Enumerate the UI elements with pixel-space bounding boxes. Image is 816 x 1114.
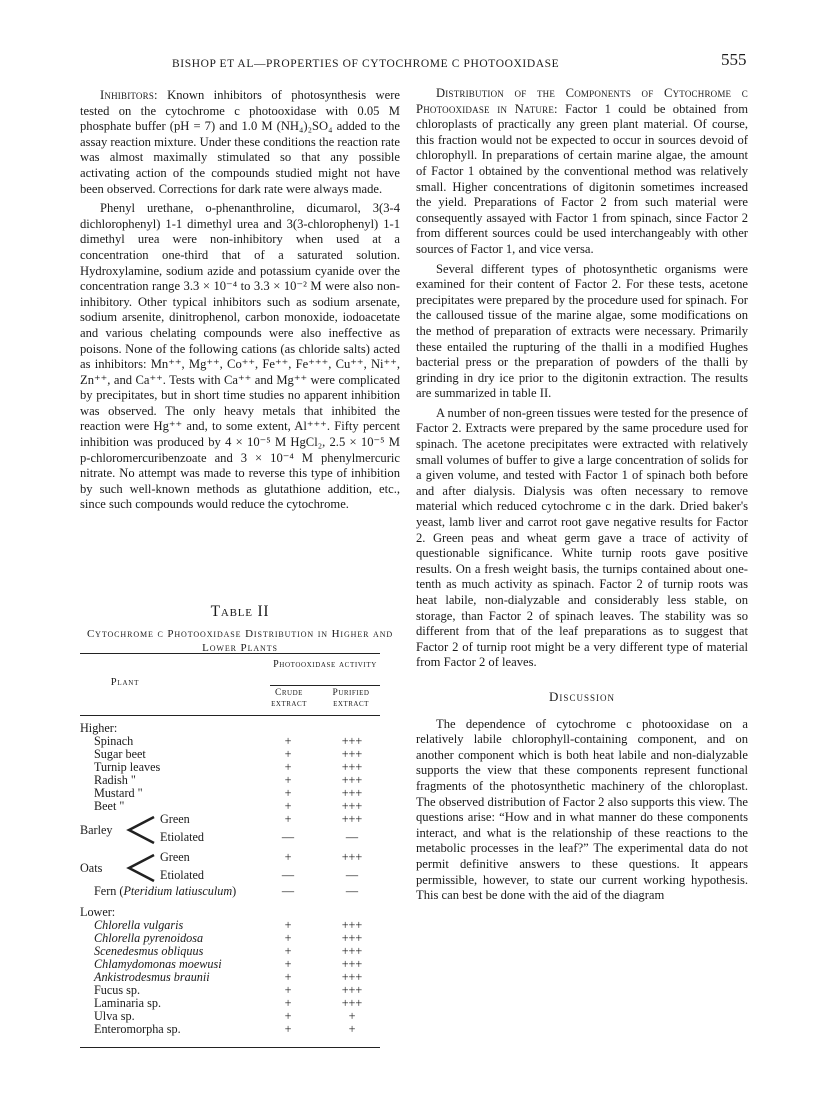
crude-extract-value: +	[284, 734, 292, 748]
left-column	[80, 88, 400, 513]
crude-extract-value: +	[284, 786, 292, 800]
purified-extract-value: +++	[341, 760, 363, 774]
plant-name: Green	[160, 850, 190, 864]
paragraph: A number of non-green tissues were tested for the presence of Factor 2. Extracts were prepared by the same procedure used for spinach. The acetone precipitates were extracted with relatively small volumes of buffer to give a large concentration of solids for a given volume, and tested with Factor 1 of spinach both before and after dialysis. Dialysis was often necessary to remove material which reduced cytochrome c in the dark. Dried baker's yeast, lamb liver and carrot root gave negative results for Factor 2. Green peas and wheat germ gave a trace of activity of questionable significance. White turnip roots gave positive results. On a fresh weight basis, the turnips contained about one-tenth as much activity as spinach. Factor 2 of turnip roots was heat labile, non-dialyzable and considerably less stable, on storage, than Factor 2 of spinach leaves. The stability was so different from that of the leaf preparations as to suggest that Factor 2 of turnip root might be a very different type of material from Factor 2 of leaves.	[416, 405, 748, 670]
table-row	[80, 773, 380, 787]
table-row	[80, 1022, 380, 1036]
purified-extract-value: +++	[341, 918, 363, 932]
plant-name: Radish "	[94, 773, 136, 787]
plant-name: Oats	[80, 861, 103, 875]
table-row	[80, 983, 380, 997]
crude-extract-value: —	[281, 868, 295, 882]
table-ii	[80, 601, 400, 1036]
table-rule	[80, 715, 380, 716]
purified-extract-value: +++	[341, 734, 363, 748]
right-column	[416, 86, 748, 904]
column-header-crude: Crude extract	[271, 688, 307, 709]
table-row	[80, 944, 380, 958]
page-header	[0, 50, 816, 70]
table-title: Table II	[210, 603, 270, 620]
group-label: Lower:	[80, 905, 116, 919]
higher-plants-label	[80, 721, 380, 735]
distribution-paragraph	[416, 86, 748, 258]
table-rule	[80, 653, 380, 654]
group-label: Higher:	[80, 721, 118, 735]
plant-name: Green	[160, 812, 190, 826]
crude-extract-value: +	[284, 944, 292, 958]
crude-extract-value: +	[284, 931, 292, 945]
purified-extract-value: +++	[341, 983, 363, 997]
crude-extract-value: +	[284, 760, 292, 774]
plant-name: Sugar beet	[94, 747, 146, 761]
table-row	[80, 799, 380, 813]
plant-name: Ulva sp.	[94, 1009, 135, 1023]
crude-extract-value: +	[284, 850, 292, 864]
purified-extract-value: +++	[341, 812, 363, 826]
crude-extract-value: +	[284, 773, 292, 787]
plant-name: Ankistrodesmus braunii	[94, 970, 210, 984]
purified-extract-value: +++	[341, 799, 363, 813]
plant-name: Chlamydomonas moewusi	[94, 957, 222, 971]
plant-name: Laminaria sp.	[94, 996, 162, 1010]
paragraph: The dependence of cytochrome c photooxidase on a relatively labile chlorophyll-containing component, and on another component which is both heat labile and non-dialyzable supports the view that these components represent functional fragments of the photosynthetic machinery of the chloroplast. The observed distribution of Factor 2 also supports this view. The questions arise: “How and in what manner do these components interact, and what is the relationship of these reactions to the metabolic processes in the leaf?” The experimental data do not permit definitive answers to these questions. It appears permissible, however, to state our current working hypothesis. This can best be done with the aid of the diagram	[416, 716, 748, 903]
purified-extract-value: —	[345, 830, 359, 844]
crude-extract-value: +	[284, 799, 292, 813]
table-row	[80, 970, 380, 984]
plant-name: Barley	[80, 823, 113, 837]
table-row	[80, 996, 380, 1010]
plant-name: Fern (Pteridium latiusculum)	[94, 884, 237, 898]
crude-extract-value: +	[284, 983, 292, 997]
purified-extract-value: +++	[341, 786, 363, 800]
purified-extract-value: +++	[341, 944, 363, 958]
discussion-heading: Discussion	[549, 688, 615, 704]
crude-extract-value: +	[284, 970, 292, 984]
purified-extract-value: —	[345, 868, 359, 882]
column-header-purified: Purified extract	[332, 688, 370, 709]
plant-name: Mustard "	[94, 786, 143, 800]
column-header-plant: Plant	[110, 677, 140, 688]
inhibitors-lead: Inhibitors:	[100, 88, 158, 102]
plant-name: Turnip leaves	[94, 760, 161, 774]
crude-extract-value: +	[284, 996, 292, 1010]
purified-extract-value: +	[348, 1022, 356, 1036]
plant-name: Chlorella pyrenoidosa	[94, 931, 204, 945]
plant-name: Beet "	[94, 799, 125, 813]
purified-extract-value: +++	[341, 957, 363, 971]
paragraph: Several different types of photosynthetic organisms were examined for their content of Factor 2. For these tests, acetone precipitates were prepared by the procedure used for spinach. For the calloused tissue of the marine algae, some modifications on the method of preparation of extracts were necessary. Primarily these entailed the rupturing of the thalli in a modified Hughes bacterial press or the preparation of powders of the thalli by grinding in dry ice prior to the digitonin extraction. The results are summarized in table II.	[416, 261, 748, 401]
crude-extract-value: +	[284, 1022, 292, 1036]
crude-extract-value: +	[284, 957, 292, 971]
bracket-icon	[126, 813, 156, 847]
oats-row-label	[80, 861, 380, 875]
table-row	[80, 918, 380, 932]
plant-name: Spinach	[94, 734, 134, 748]
barley-row-label	[80, 823, 380, 837]
plant-name: Scenedesmus obliquus	[94, 944, 204, 958]
distribution-lead: Distribution of the Components of Cytochrome c Photooxidase in Nature:	[416, 86, 748, 116]
paragraph: Phenyl urethane, o-phenanthroline, dicumarol, 3(3-4 dichlorophenyl) 1-1 dimethyl urea and 3(3-chlorophenyl) 1-1 dimethyl urea were non-inhibitory when used at a concentration one-third that of a saturated solution. Hydroxylamine, sodium azide and potassium cyanide over the concentration range 3.3 × 10⁻⁴ to 3.3 × 10⁻² M were also non-inhibitory. Other typical inhibitors such as sodium arsenate, sodium arsenite, dinitrophenol, carbon monoxide, iodoacetate and various chelating compounds were also ineffective as poisons. None of the following cations (as chloride salts) acted as inhibitors: Mn⁺⁺, Mg⁺⁺, Co⁺⁺, Fe⁺⁺, Fe⁺⁺⁺, Cu⁺⁺, Ni⁺⁺, Zn⁺⁺, and Ca⁺⁺. Tests with Ca⁺⁺ and Mg⁺⁺ were complicated by precipitates, but in short time studies no apparent inhibition was observed. The only heavy metals that inhibited the reaction were Hg⁺⁺ and, to some extent, Al⁺⁺⁺. Fifty percent inhibition was produced by 4 × 10⁻⁵ M HgCl₂, 2.5 × 10⁻⁵ M p-chloromercuribenzoate and 3 × 10⁻⁴ M phenylmercuric nitrate. No attempt was made to reverse this type of inhibition by such well-known methods as glutathione addition, etc., since such compounds would reduce the cytochrome.	[80, 201, 400, 512]
bracket-icon	[126, 851, 156, 885]
inhibitors-paragraph	[80, 88, 400, 197]
table-row	[80, 747, 380, 761]
table-row	[80, 1009, 380, 1023]
purified-extract-value: +++	[341, 931, 363, 945]
table-row	[80, 931, 380, 945]
purified-extract-value: +++	[341, 747, 363, 761]
table-rule	[80, 1047, 380, 1048]
fern-row	[80, 884, 380, 898]
plant-name: Etiolated	[160, 868, 204, 882]
crude-extract-value: +	[284, 1009, 292, 1023]
column-header-activity: Photooxidase activity	[273, 659, 377, 670]
table-body	[80, 653, 380, 1073]
table-row	[80, 957, 380, 971]
subheader-rule	[270, 685, 380, 686]
plant-name: Chlorella vulgaris	[94, 918, 184, 932]
page-number: 555	[721, 50, 747, 69]
crude-extract-value: +	[284, 918, 292, 932]
purified-extract-value: +++	[341, 773, 363, 787]
inhibitors-text: Known inhibitors of photosynthesis were tested on the cytochrome c photooxidase with 0.05 M phosphate buffer (pH = 7) and 1.0 M (NH₄)₂SO₄ added to the assay reaction mixture. Under these conditions the reaction rate was almost maximally stimulated so that any possible activating action of the compounds studied might not have been observed. Corrections for dark rate were always made.	[80, 88, 400, 196]
purified-extract-value: +	[348, 1009, 356, 1023]
table-row	[80, 734, 380, 748]
purified-extract-value: —	[345, 884, 359, 898]
crude-extract-value: —	[281, 884, 295, 898]
plant-name: Enteromorpha sp.	[94, 1022, 181, 1036]
crude-extract-value: +	[284, 812, 292, 826]
table-row	[80, 760, 380, 774]
purified-extract-value: +++	[341, 970, 363, 984]
crude-extract-value: —	[281, 830, 295, 844]
crude-extract-value: +	[284, 747, 292, 761]
running-title: BISHOP ET AL—PROPERTIES OF CYTOCHROME C PHOTOOXIDASE	[172, 58, 560, 70]
table-caption: Cytochrome c Photooxidase Distribution in Higher and Lower Plants	[86, 628, 394, 654]
plant-name: Etiolated	[160, 830, 204, 844]
plant-name: Fucus sp.	[94, 983, 141, 997]
distribution-text: Factor 1 could be obtained from chloroplasts of practically any green plant material. Of course, this fraction would not be expected to occur in sources devoid of chlorophyll. In preparations of certain marine algae, the amount of Factor 1 obtained by the conventional method was relatively small. Higher concentrations of digitonin sometimes increased the yield. Preparations of Factor 2 from such material were consequently assayed with Factor 1 from spinach, since Factor 2 from different sources could be used interchangeably with other sources of Factor 1, and vice versa.	[416, 101, 748, 256]
purified-extract-value: +++	[341, 850, 363, 864]
lower-plants-label	[80, 905, 380, 919]
table-row	[80, 786, 380, 800]
purified-extract-value: +++	[341, 996, 363, 1010]
